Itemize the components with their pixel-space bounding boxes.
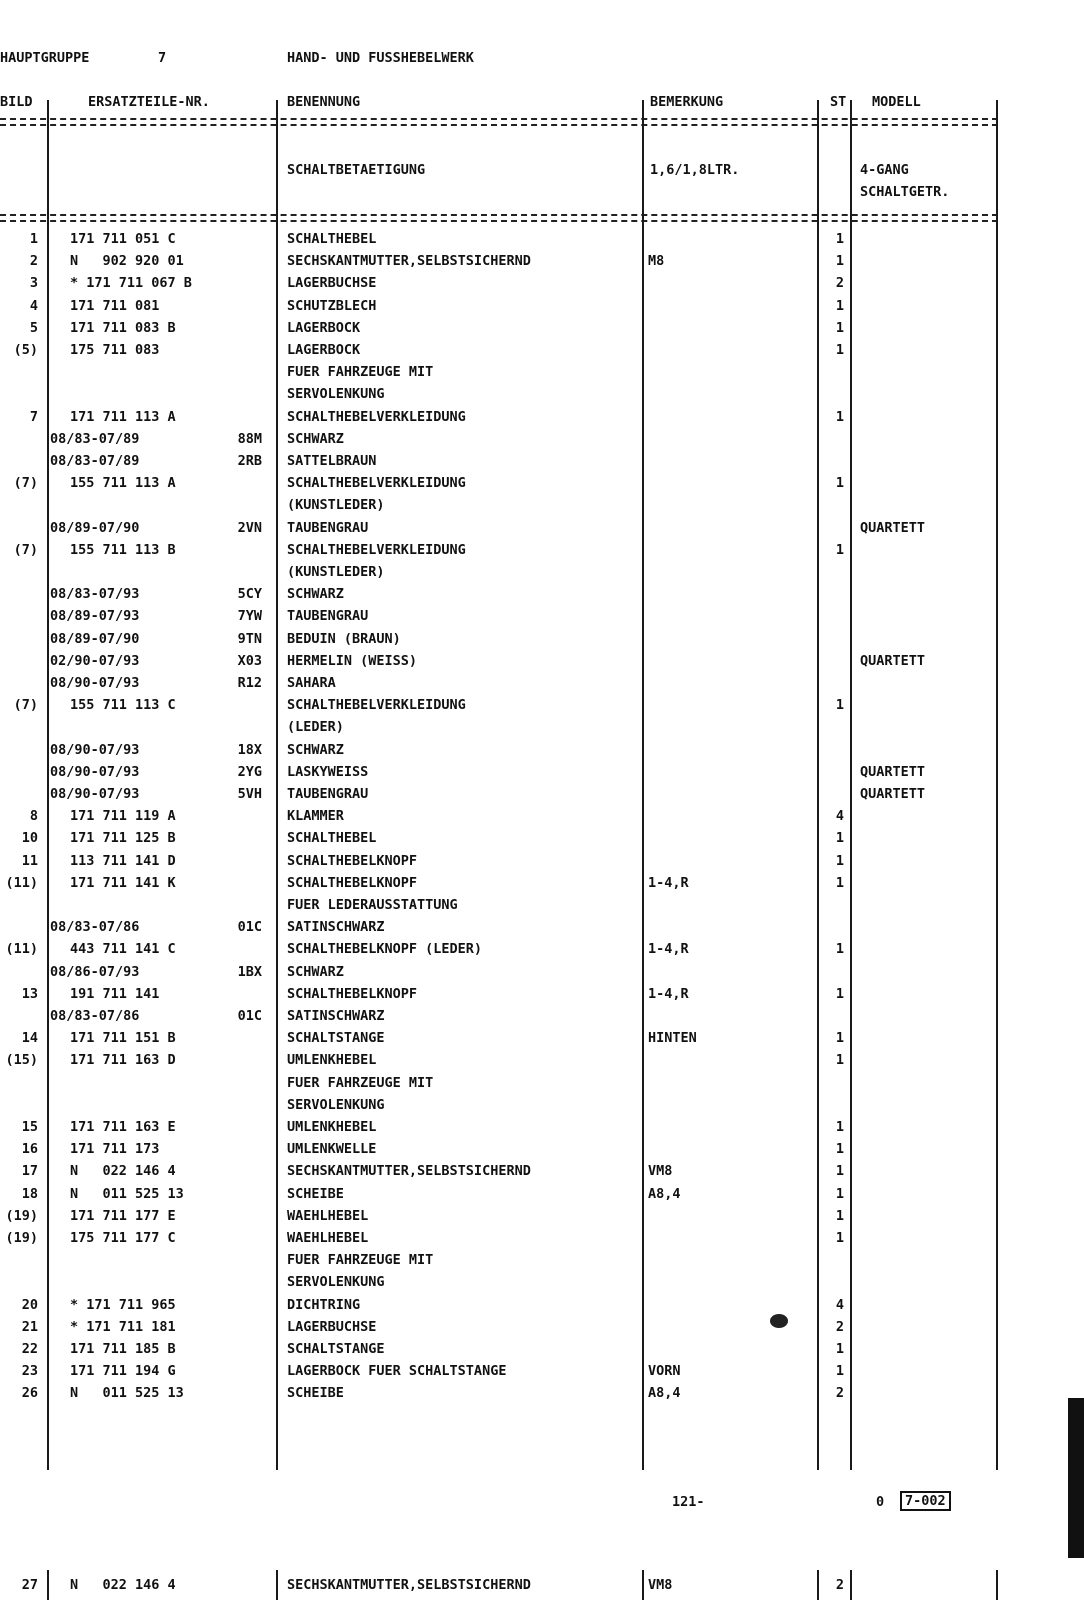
row-name: TAUBENGRAU bbox=[287, 608, 369, 625]
row-name: DICHTRING bbox=[287, 1296, 361, 1313]
row-name: SCHWARZ bbox=[287, 586, 344, 603]
table-row bbox=[0, 494, 1000, 516]
table-row bbox=[0, 1271, 1000, 1293]
row-date-range: 08/89-07/93 bbox=[50, 608, 140, 625]
row-qty: 1 bbox=[835, 408, 844, 425]
row-color-code: 2RB bbox=[237, 453, 262, 469]
row-bild: (19) bbox=[5, 1207, 38, 1224]
row-bild: 7 bbox=[29, 408, 38, 425]
row-part-number: N 011 525 13 bbox=[70, 1185, 184, 1202]
row-qty: 1 bbox=[835, 342, 844, 358]
table-row bbox=[0, 317, 1000, 339]
row-date-range: 02/90-07/93 bbox=[50, 652, 140, 669]
row-name: (KUNSTLEDER) bbox=[287, 497, 385, 514]
row-part-number: 155 711 113 B bbox=[70, 541, 176, 558]
row-name: SAHARA bbox=[287, 675, 336, 691]
table-row bbox=[0, 650, 1000, 672]
row-part-number: 171 711 125 B bbox=[70, 830, 176, 847]
row-date-range: 08/83-07/86 bbox=[50, 1008, 140, 1024]
row-bild: 18 bbox=[21, 1185, 38, 1202]
row-bild: 14 bbox=[21, 1030, 38, 1047]
row-color-code: 9TN bbox=[237, 630, 262, 647]
col-header-part-no: ERSATZTEILE-NR. bbox=[88, 94, 210, 110]
row-part-number: N 022 146 4 bbox=[70, 1163, 176, 1180]
row-name: SERVOLENKUNG bbox=[287, 1274, 385, 1291]
row-name: SCHALTHEBELKNOPF (LEDER) bbox=[287, 941, 483, 958]
section-model-line2: SCHALTGETR. bbox=[860, 184, 950, 200]
row-name: TAUBENGRAU bbox=[287, 786, 369, 802]
footer-code: 7-002 bbox=[900, 1491, 951, 1511]
row-qty: 1 bbox=[835, 830, 844, 847]
row-name: FUER LEDERAUSSTATTUNG bbox=[287, 897, 458, 913]
row-color-code: 2YG bbox=[237, 763, 262, 780]
table-row bbox=[0, 1027, 1000, 1049]
row-remark: VM8 bbox=[648, 1163, 673, 1180]
row-name: SERVOLENKUNG bbox=[287, 1096, 385, 1113]
row-name: SATTELBRAUN bbox=[287, 453, 377, 469]
row-name: SCHALTSTANGE bbox=[287, 1341, 385, 1357]
row-name: SCHALTHEBELKNOPF bbox=[287, 985, 418, 1002]
col-header-remark: BEMERKUNG bbox=[650, 94, 724, 110]
table-row bbox=[0, 1005, 1000, 1027]
row-bild: 21 bbox=[21, 1318, 38, 1335]
row-color-code: 1BX bbox=[237, 963, 262, 980]
row-part-number: * 171 711 181 bbox=[70, 1318, 176, 1335]
row-name: SCHWARZ bbox=[287, 741, 344, 758]
table-row bbox=[0, 517, 1000, 539]
row-part-number: 171 711 163 D bbox=[70, 1052, 176, 1069]
row-bild: 4 bbox=[29, 297, 38, 314]
row-name: SCHALTHEBEL bbox=[287, 231, 377, 247]
table-row bbox=[0, 872, 1000, 894]
row-qty: 1 bbox=[835, 541, 844, 558]
row-name: SCHALTSTANGE bbox=[287, 1030, 385, 1047]
row-bild: (11) bbox=[5, 874, 38, 891]
row-part-number: 171 711 051 C bbox=[70, 231, 176, 247]
row-qty: 2 bbox=[835, 275, 844, 292]
row-name: SCHALTHEBELKNOPF bbox=[287, 852, 418, 869]
row-qty: 1 bbox=[835, 1363, 844, 1380]
row-qty: 4 bbox=[835, 1296, 844, 1313]
row-qty: 1 bbox=[835, 874, 844, 891]
row-name: SCHEIBE bbox=[287, 1185, 344, 1202]
row-part-number: 171 711 173 bbox=[70, 1141, 160, 1158]
table-row bbox=[0, 383, 1000, 405]
row-name: SCHALTHEBELVERKLEIDUNG bbox=[287, 475, 466, 492]
table-row bbox=[0, 583, 1000, 605]
row-name: UMLENKWELLE bbox=[287, 1141, 377, 1158]
row-bild: 16 bbox=[21, 1141, 38, 1158]
row-color-code: 2VN bbox=[237, 519, 262, 536]
table-row bbox=[0, 916, 1000, 938]
row-name: FUER FAHRZEUGE MIT bbox=[287, 1074, 434, 1091]
table-row bbox=[0, 228, 1000, 250]
row-bild: (15) bbox=[5, 1052, 38, 1069]
row-bild: 23 bbox=[21, 1363, 38, 1380]
row-part-number: 171 711 185 B bbox=[70, 1341, 176, 1357]
row-name: SCHALTHEBELKNOPF bbox=[287, 874, 418, 891]
row-qty: 1 bbox=[835, 1341, 844, 1357]
row-name: BEDUIN (BRAUN) bbox=[287, 630, 401, 647]
row-name: HERMELIN (WEISS) bbox=[287, 652, 418, 669]
row-model: QUARTETT bbox=[860, 786, 926, 802]
table-row bbox=[0, 783, 1000, 805]
row-remark: 1-4,R bbox=[648, 941, 689, 958]
row-name: LAGERBOCK FUER SCHALTSTANGE bbox=[287, 1363, 507, 1380]
col-header-qty: ST bbox=[830, 94, 847, 110]
table-row bbox=[0, 339, 1000, 361]
row-name: SCHWARZ bbox=[287, 963, 344, 980]
row-bild: (7) bbox=[13, 541, 38, 558]
row-qty: 1 bbox=[835, 297, 844, 314]
table-row bbox=[0, 539, 1000, 561]
row-color-code: R12 bbox=[237, 675, 262, 691]
table-row bbox=[0, 1227, 1000, 1249]
row-remark: M8 bbox=[648, 253, 665, 270]
row-model: QUARTETT bbox=[860, 763, 926, 780]
table-row bbox=[0, 716, 1000, 738]
row-part-number: 171 711 083 B bbox=[70, 319, 176, 336]
table-row bbox=[0, 361, 1000, 383]
row-qty: 1 bbox=[835, 475, 844, 492]
row-name: SCHUTZBLECH bbox=[287, 297, 377, 314]
row-date-range: 08/83-07/89 bbox=[50, 453, 140, 469]
section-remark: 1,6/1,8LTR. bbox=[650, 162, 740, 178]
row-model: QUARTETT bbox=[860, 519, 926, 536]
row-bild: (7) bbox=[13, 697, 38, 714]
row-part-number: 155 711 113 A bbox=[70, 475, 176, 492]
row-name: LAGERBOCK bbox=[287, 319, 361, 336]
row-name: KLAMMER bbox=[287, 808, 344, 825]
row-qty: 1 bbox=[835, 1141, 844, 1158]
row-bild: 1 bbox=[29, 231, 38, 247]
row-name: SECHSKANTMUTTER,SELBSTSICHERND bbox=[287, 1163, 531, 1180]
row-part-number: 191 711 141 bbox=[70, 985, 160, 1002]
row-name: LAGERBUCHSE bbox=[287, 275, 377, 292]
row-color-code: 7YW bbox=[237, 608, 262, 625]
row-date-range: 08/83-07/89 bbox=[50, 430, 140, 447]
row-part-number: 171 711 141 K bbox=[70, 874, 176, 891]
row-qty: 1 bbox=[835, 1119, 844, 1135]
table-row bbox=[0, 1574, 1000, 1596]
table-row bbox=[0, 272, 1000, 294]
group-title: HAND- UND FUSSHEBELWERK bbox=[287, 50, 474, 66]
row-name: SCHALTHEBEL bbox=[287, 830, 377, 847]
row-part-number: 155 711 113 C bbox=[70, 697, 176, 714]
table-row bbox=[0, 1360, 1000, 1382]
row-date-range: 08/90-07/93 bbox=[50, 741, 140, 758]
row-name: (KUNSTLEDER) bbox=[287, 564, 385, 580]
table-row bbox=[0, 1382, 1000, 1404]
table-row bbox=[0, 605, 1000, 627]
row-bild: (5) bbox=[13, 342, 38, 358]
row-part-number: 171 711 119 A bbox=[70, 808, 176, 825]
row-qty: 1 bbox=[835, 1052, 844, 1069]
row-name: TAUBENGRAU bbox=[287, 519, 369, 536]
row-bild: 20 bbox=[21, 1296, 38, 1313]
row-name: UMLENKHEBEL bbox=[287, 1052, 377, 1069]
row-qty: 1 bbox=[835, 1163, 844, 1180]
table-row bbox=[0, 1049, 1000, 1071]
row-bild: 27 bbox=[21, 1577, 38, 1593]
row-remark: A8,4 bbox=[648, 1185, 681, 1202]
table-row bbox=[0, 628, 1000, 650]
row-bild: 26 bbox=[21, 1385, 38, 1402]
table-row bbox=[0, 406, 1000, 428]
row-qty: 2 bbox=[835, 1577, 844, 1593]
row-name: SATINSCHWARZ bbox=[287, 919, 385, 936]
row-qty: 1 bbox=[835, 985, 844, 1002]
row-bild: 2 bbox=[29, 253, 38, 270]
row-part-number: 113 711 141 D bbox=[70, 852, 176, 869]
row-bild: (7) bbox=[13, 475, 38, 492]
row-qty: 2 bbox=[835, 1385, 844, 1402]
row-qty: 1 bbox=[835, 231, 844, 247]
section-separator bbox=[0, 214, 998, 222]
row-bild: 17 bbox=[21, 1163, 38, 1180]
table-row bbox=[0, 250, 1000, 272]
row-name: WAEHLHEBEL bbox=[287, 1207, 369, 1224]
row-bild: 13 bbox=[21, 985, 38, 1002]
table-row bbox=[0, 1338, 1000, 1360]
row-name: SCHALTHEBELVERKLEIDUNG bbox=[287, 697, 466, 714]
table-row bbox=[0, 761, 1000, 783]
row-date-range: 08/89-07/90 bbox=[50, 519, 140, 536]
row-color-code: 5CY bbox=[237, 586, 262, 603]
row-part-number: 171 711 113 A bbox=[70, 408, 176, 425]
row-qty: 1 bbox=[835, 941, 844, 958]
scan-edge-mark bbox=[1068, 1398, 1084, 1558]
row-bild: 22 bbox=[21, 1341, 38, 1357]
table-row bbox=[0, 739, 1000, 761]
table-row bbox=[0, 295, 1000, 317]
row-name: SCHALTHEBELVERKLEIDUNG bbox=[287, 541, 466, 558]
footer-prefix: 0 bbox=[876, 1494, 885, 1510]
row-part-number: 175 711 083 bbox=[70, 342, 160, 358]
row-name: SCHWARZ bbox=[287, 430, 344, 447]
table-row bbox=[0, 827, 1000, 849]
row-name: SERVOLENKUNG bbox=[287, 386, 385, 403]
row-qty: 1 bbox=[835, 253, 844, 270]
row-date-range: 08/89-07/90 bbox=[50, 630, 140, 647]
row-bild: (19) bbox=[5, 1230, 38, 1246]
table-row bbox=[0, 1316, 1000, 1338]
row-bild: (11) bbox=[5, 941, 38, 958]
row-color-code: 88M bbox=[237, 430, 262, 447]
section-model-line1: 4-GANG bbox=[860, 162, 909, 178]
table-row bbox=[0, 1249, 1000, 1271]
row-name: WAEHLHEBEL bbox=[287, 1230, 369, 1246]
row-name: SCHALTHEBELVERKLEIDUNG bbox=[287, 408, 466, 425]
row-part-number: 171 711 163 E bbox=[70, 1119, 176, 1135]
row-qty: 4 bbox=[835, 808, 844, 825]
row-bild: 10 bbox=[21, 830, 38, 847]
row-date-range: 08/83-07/93 bbox=[50, 586, 140, 603]
group-number: 7 bbox=[158, 50, 167, 66]
row-color-code: 01C bbox=[237, 919, 262, 936]
row-bild: 15 bbox=[21, 1119, 38, 1135]
table-row bbox=[0, 805, 1000, 827]
row-remark: HINTEN bbox=[648, 1030, 697, 1047]
table-row bbox=[0, 961, 1000, 983]
row-name: LAGERBUCHSE bbox=[287, 1318, 377, 1335]
row-date-range: 08/86-07/93 bbox=[50, 963, 140, 980]
row-qty: 1 bbox=[835, 1185, 844, 1202]
row-bild: 5 bbox=[29, 319, 38, 336]
row-name: SATINSCHWARZ bbox=[287, 1008, 385, 1024]
row-part-number: 171 711 194 G bbox=[70, 1363, 176, 1380]
row-part-number: 171 711 151 B bbox=[70, 1030, 176, 1047]
table-row bbox=[0, 561, 1000, 583]
row-bild: 8 bbox=[29, 808, 38, 825]
table-row bbox=[0, 1138, 1000, 1160]
row-bild: 3 bbox=[29, 275, 38, 292]
table-row bbox=[0, 1205, 1000, 1227]
row-color-code: 18X bbox=[237, 741, 262, 758]
row-color-code: 01C bbox=[237, 1008, 262, 1024]
table-row bbox=[0, 850, 1000, 872]
row-qty: 2 bbox=[835, 1318, 844, 1335]
row-part-number: 443 711 141 C bbox=[70, 941, 176, 958]
table-row bbox=[0, 472, 1000, 494]
row-remark: 1-4,R bbox=[648, 985, 689, 1002]
row-qty: 1 bbox=[835, 1207, 844, 1224]
table-row bbox=[0, 1160, 1000, 1182]
row-qty: 1 bbox=[835, 852, 844, 869]
row-qty: 1 bbox=[835, 1030, 844, 1047]
row-remark: A8,4 bbox=[648, 1385, 681, 1402]
row-bild: 11 bbox=[21, 852, 38, 869]
row-name: FUER FAHRZEUGE MIT bbox=[287, 1252, 434, 1269]
table-row bbox=[0, 1072, 1000, 1094]
table-row bbox=[0, 983, 1000, 1005]
row-date-range: 08/83-07/86 bbox=[50, 919, 140, 936]
table-row bbox=[0, 428, 1000, 450]
row-name: (LEDER) bbox=[287, 719, 344, 736]
table-row bbox=[0, 1116, 1000, 1138]
table-row bbox=[0, 938, 1000, 960]
row-name: LASKYWEISS bbox=[287, 763, 369, 780]
row-part-number: 175 711 177 C bbox=[70, 1230, 176, 1246]
table-row bbox=[0, 894, 1000, 916]
table-row bbox=[0, 450, 1000, 472]
row-remark: 1-4,R bbox=[648, 874, 689, 891]
row-qty: 1 bbox=[835, 1230, 844, 1246]
header-separator bbox=[0, 118, 998, 126]
row-qty: 1 bbox=[835, 697, 844, 714]
row-remark: VM8 bbox=[648, 1577, 673, 1593]
row-name: LAGERBOCK bbox=[287, 342, 361, 358]
row-date-range: 08/90-07/93 bbox=[50, 675, 140, 691]
row-name: FUER FAHRZEUGE MIT bbox=[287, 364, 434, 381]
group-label: HAUPTGRUPPE bbox=[0, 50, 90, 66]
row-color-code: 5VH bbox=[237, 786, 262, 802]
ink-blot bbox=[770, 1314, 788, 1328]
row-name: SECHSKANTMUTTER,SELBSTSICHERND bbox=[287, 253, 531, 270]
col-header-model: MODELL bbox=[872, 94, 921, 110]
row-part-number: N 902 920 01 bbox=[70, 253, 184, 270]
page-number: 121- bbox=[672, 1494, 705, 1510]
row-date-range: 08/90-07/93 bbox=[50, 763, 140, 780]
table-row bbox=[0, 1294, 1000, 1316]
row-part-number: 171 711 177 E bbox=[70, 1207, 176, 1224]
row-part-number: 171 711 081 bbox=[70, 297, 160, 314]
table-row bbox=[0, 694, 1000, 716]
row-name: UMLENKHEBEL bbox=[287, 1119, 377, 1135]
table-row bbox=[0, 672, 1000, 694]
col-header-bild: BILD bbox=[0, 94, 33, 110]
row-color-code: X03 bbox=[237, 652, 262, 669]
row-part-number: N 022 146 4 bbox=[70, 1577, 176, 1593]
row-part-number: * 171 711 965 bbox=[70, 1296, 176, 1313]
row-model: QUARTETT bbox=[860, 652, 926, 669]
row-qty: 1 bbox=[835, 319, 844, 336]
row-part-number: N 011 525 13 bbox=[70, 1385, 184, 1402]
row-remark: VORN bbox=[648, 1363, 681, 1380]
col-header-name: BENENNUNG bbox=[287, 94, 361, 110]
row-date-range: 08/90-07/93 bbox=[50, 786, 140, 802]
section-name: SCHALTBETAETIGUNG bbox=[287, 162, 426, 178]
row-name: SCHEIBE bbox=[287, 1385, 344, 1402]
row-name: SECHSKANTMUTTER,SELBSTSICHERND bbox=[287, 1577, 531, 1593]
table-row bbox=[0, 1183, 1000, 1205]
row-part-number: * 171 711 067 B bbox=[70, 275, 192, 292]
table-row bbox=[0, 1094, 1000, 1116]
